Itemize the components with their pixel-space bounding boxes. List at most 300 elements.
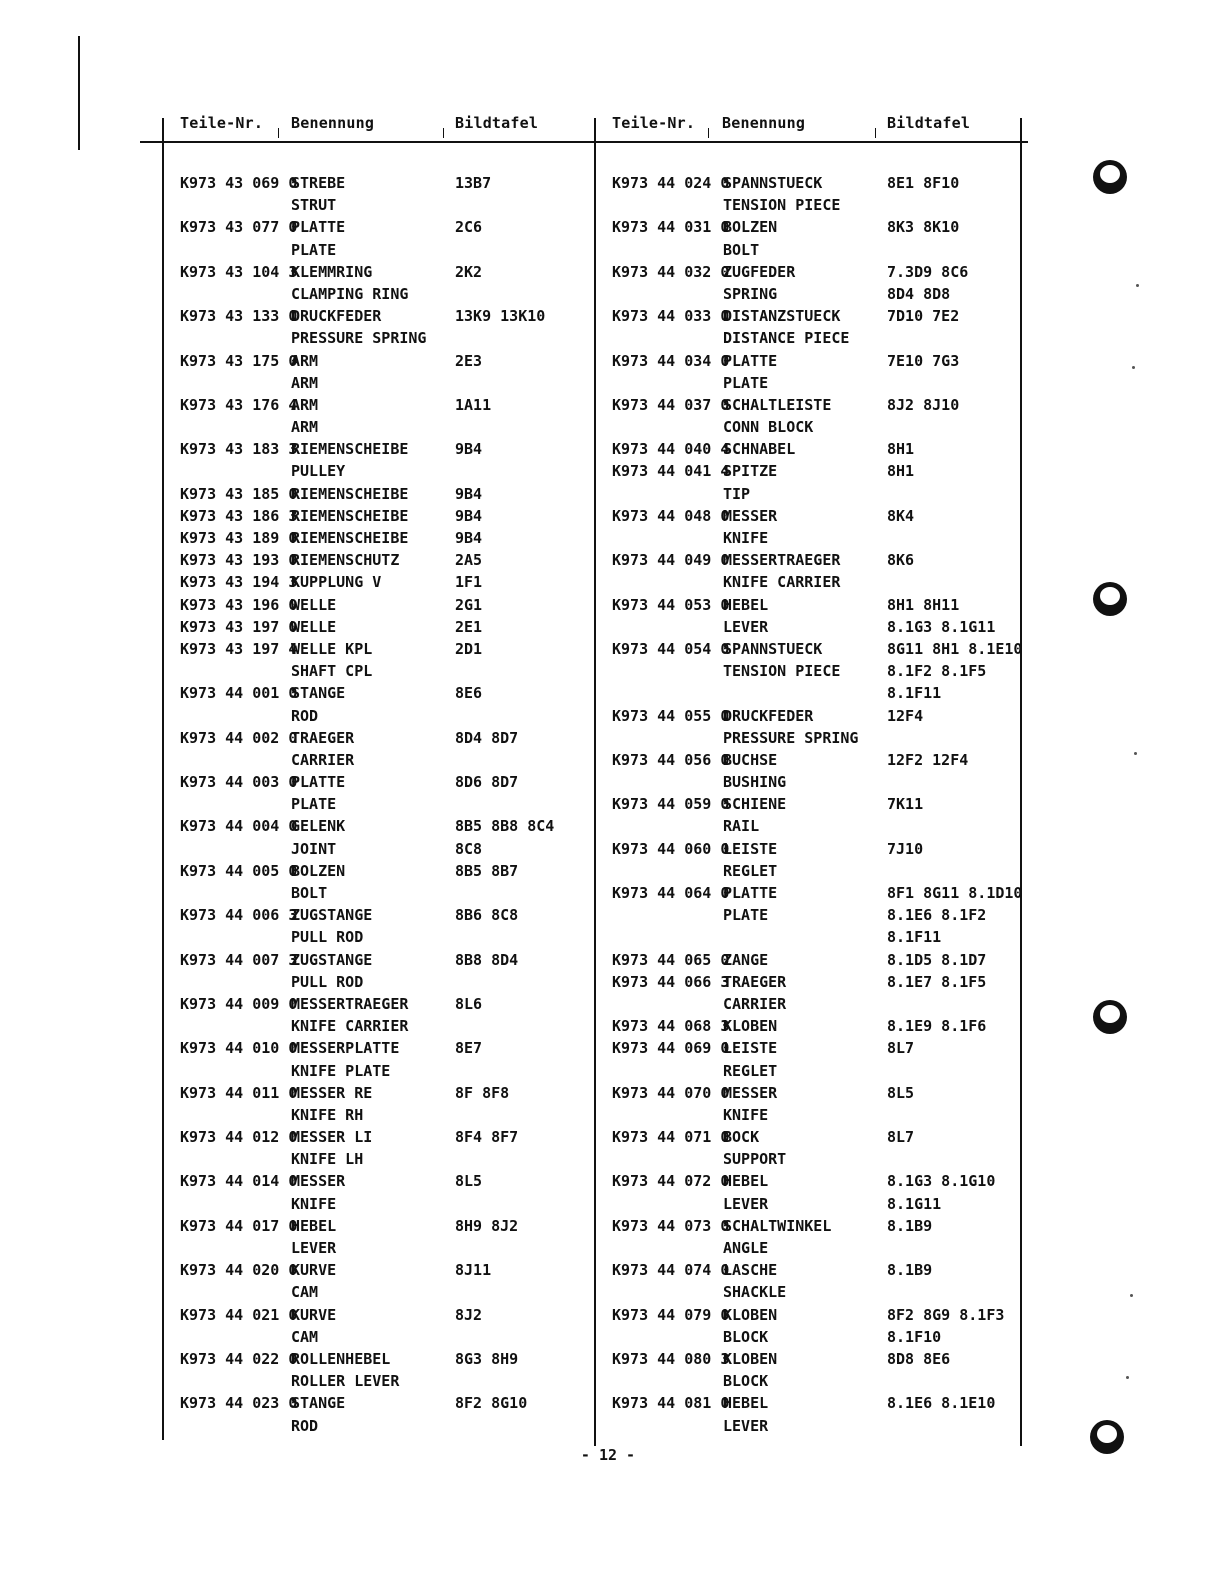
part-number: K973 44 020 0 bbox=[180, 1261, 298, 1280]
part-name: ROLLENHEBEL bbox=[291, 1349, 391, 1368]
plate-reference: 8E7 bbox=[455, 1039, 483, 1058]
list-item bbox=[180, 1326, 620, 1348]
list-item bbox=[612, 505, 1052, 527]
part-number: K973 44 007 3 bbox=[180, 950, 298, 969]
list-item bbox=[180, 1193, 620, 1215]
list-item bbox=[180, 1126, 620, 1148]
list-item bbox=[612, 216, 1052, 238]
list-item bbox=[612, 571, 1052, 593]
part-name: KNIFE PLATE bbox=[291, 1061, 391, 1080]
part-name: STREBE bbox=[291, 174, 346, 192]
list-item bbox=[180, 1060, 620, 1082]
list-item bbox=[612, 682, 1052, 704]
list-item bbox=[612, 1126, 1052, 1148]
list-item bbox=[180, 527, 620, 549]
plate-reference: 2C6 bbox=[455, 218, 483, 237]
part-name: MESSER bbox=[723, 1083, 778, 1102]
list-item bbox=[180, 1392, 620, 1414]
part-name: HEBEL bbox=[723, 1394, 769, 1413]
part-number: K973 44 011 0 bbox=[180, 1083, 298, 1102]
scan-speck bbox=[1132, 366, 1135, 369]
plate-reference: 2G1 bbox=[455, 595, 483, 614]
list-item bbox=[612, 1415, 1052, 1437]
part-name: BOLZEN bbox=[723, 218, 778, 237]
list-item bbox=[612, 438, 1052, 460]
part-number: K973 44 049 0 bbox=[612, 551, 730, 570]
part-name: SHAFT CPL bbox=[291, 662, 373, 681]
list-item bbox=[180, 327, 620, 349]
plate-reference: 2E3 bbox=[455, 351, 483, 370]
part-number: K973 44 032 0 bbox=[612, 262, 730, 281]
list-item bbox=[612, 1104, 1052, 1126]
part-number: K973 44 001 0 bbox=[180, 684, 298, 703]
plate-reference: 8E6 bbox=[455, 684, 483, 703]
part-name: STANGE bbox=[291, 1394, 346, 1413]
list-item bbox=[612, 904, 1052, 926]
part-name: PLATTE bbox=[291, 773, 346, 792]
plate-reference: 8.1G3 8.1G10 bbox=[887, 1172, 996, 1191]
part-number: K973 44 012 0 bbox=[180, 1128, 298, 1147]
list-item bbox=[180, 571, 620, 593]
part-name: CLAMPING RING bbox=[291, 284, 409, 303]
header-tick bbox=[278, 128, 279, 138]
list-item bbox=[180, 815, 620, 837]
part-name: JOINT bbox=[291, 839, 337, 858]
list-item bbox=[180, 682, 620, 704]
part-number: K973 43 077 0 bbox=[180, 218, 298, 237]
list-item bbox=[612, 305, 1052, 327]
plate-reference: 8F2 8G9 8.1F3 bbox=[887, 1305, 1005, 1324]
part-name: PRESSURE SPRING bbox=[723, 728, 859, 747]
part-name: PLATTE bbox=[291, 218, 346, 237]
plate-reference: 8C8 bbox=[455, 839, 483, 858]
list-item bbox=[612, 239, 1052, 261]
part-name: MESSERTRAEGER bbox=[291, 994, 409, 1013]
list-item bbox=[612, 1215, 1052, 1237]
plate-reference: 8B5 8B8 8C4 bbox=[455, 817, 555, 836]
header-plate: Bildtafel bbox=[887, 114, 971, 132]
list-item bbox=[612, 727, 1052, 749]
list-item bbox=[612, 949, 1052, 971]
plate-reference: 8.1B9 bbox=[887, 1261, 933, 1280]
plate-reference: 8F2 8G10 bbox=[455, 1394, 528, 1413]
list-item bbox=[612, 660, 1052, 682]
plate-reference: 8D4 8D8 bbox=[887, 284, 951, 303]
list-item bbox=[612, 971, 1052, 993]
list-item bbox=[180, 460, 620, 482]
page-number: - 12 - bbox=[580, 1446, 636, 1464]
part-number: K973 44 010 0 bbox=[180, 1039, 298, 1058]
part-name: KNIFE bbox=[723, 1105, 769, 1124]
list-item bbox=[612, 1259, 1052, 1281]
part-name: TRAEGER bbox=[723, 972, 787, 991]
plate-reference: 8H1 bbox=[887, 440, 915, 459]
part-number: K973 44 024 0 bbox=[612, 174, 730, 192]
part-name: ARM bbox=[291, 351, 319, 370]
plate-reference: 8G11 8H1 8.1E10 bbox=[887, 639, 1023, 658]
plate-reference: 1F1 bbox=[455, 573, 483, 592]
part-name: DISTANCE PIECE bbox=[723, 329, 850, 348]
list-item bbox=[612, 1082, 1052, 1104]
plate-reference: 2E1 bbox=[455, 617, 483, 636]
plate-reference: 8.1F11 bbox=[887, 928, 942, 947]
part-number: K973 43 185 0 bbox=[180, 484, 298, 503]
part-name: PULL ROD bbox=[291, 972, 364, 991]
punch-hole bbox=[1093, 1000, 1127, 1034]
plate-reference: 9B4 bbox=[455, 529, 483, 547]
list-item bbox=[612, 1060, 1052, 1082]
header-name: Benennung bbox=[291, 114, 375, 132]
part-number: K973 43 069 0 bbox=[180, 174, 298, 192]
plate-reference: 8B8 8D4 bbox=[455, 950, 519, 969]
list-item bbox=[180, 1415, 620, 1437]
part-number: K973 44 041 4 bbox=[612, 462, 730, 481]
part-name: PLATE bbox=[291, 795, 337, 814]
list-item bbox=[180, 283, 620, 305]
list-item bbox=[612, 1348, 1052, 1370]
part-name: BLOCK bbox=[723, 1327, 769, 1346]
list-item bbox=[180, 971, 620, 993]
part-name: KNIFE CARRIER bbox=[723, 573, 841, 592]
part-name: HEBEL bbox=[723, 1172, 769, 1191]
list-item bbox=[180, 1281, 620, 1303]
part-name: DRUCKFEDER bbox=[291, 307, 382, 326]
plate-reference: 8H9 8J2 bbox=[455, 1216, 519, 1235]
scan-speck bbox=[1126, 1376, 1129, 1379]
list-item bbox=[180, 438, 620, 460]
part-name: LEVER bbox=[723, 1194, 769, 1213]
plate-reference: 8.1G11 bbox=[887, 1194, 942, 1213]
part-name: WELLE KPL bbox=[291, 639, 373, 658]
part-name: LEISTE bbox=[723, 1039, 778, 1058]
plate-reference: 8B6 8C8 bbox=[455, 906, 519, 925]
plate-reference: 8L6 bbox=[455, 994, 483, 1013]
list-item bbox=[180, 926, 620, 948]
list-item bbox=[612, 394, 1052, 416]
part-number: K973 44 059 0 bbox=[612, 795, 730, 814]
list-item bbox=[180, 860, 620, 882]
part-name: RIEMENSCHEIBE bbox=[291, 440, 409, 459]
plate-reference: 8.1F11 bbox=[887, 684, 942, 703]
part-number: K973 44 065 0 bbox=[612, 950, 730, 969]
list-item bbox=[612, 860, 1052, 882]
plate-reference: 8K3 8K10 bbox=[887, 218, 960, 237]
list-item bbox=[612, 261, 1052, 283]
part-name: ZUGSTANGE bbox=[291, 906, 373, 925]
part-name: ZUGSTANGE bbox=[291, 950, 373, 969]
part-number: K973 44 060 0 bbox=[612, 839, 730, 858]
parts-list-right bbox=[612, 172, 1052, 1437]
part-number: K973 43 193 0 bbox=[180, 551, 298, 570]
part-name: STANGE bbox=[291, 684, 346, 703]
part-number: K973 43 133 0 bbox=[180, 307, 298, 326]
part-number: K973 44 037 0 bbox=[612, 395, 730, 414]
list-item bbox=[180, 993, 620, 1015]
part-name: RIEMENSCHUTZ bbox=[291, 551, 400, 570]
part-name: KLEMMRING bbox=[291, 262, 373, 281]
part-number: K973 43 194 3 bbox=[180, 573, 298, 592]
plate-reference: 8J2 8J10 bbox=[887, 395, 960, 414]
list-item bbox=[612, 1392, 1052, 1414]
list-item bbox=[612, 993, 1052, 1015]
plate-reference: 8.1E7 8.1F5 bbox=[887, 972, 987, 991]
part-name: ARM bbox=[291, 373, 319, 392]
plate-reference: 8H1 8H11 bbox=[887, 595, 960, 614]
part-number: K973 44 021 0 bbox=[180, 1305, 298, 1324]
part-name: SCHALTLEISTE bbox=[723, 395, 832, 414]
part-name: HEBEL bbox=[723, 595, 769, 614]
part-number: K973 44 071 0 bbox=[612, 1128, 730, 1147]
list-item bbox=[180, 549, 620, 571]
list-item bbox=[180, 1148, 620, 1170]
list-item bbox=[612, 1326, 1052, 1348]
part-number: K973 44 006 3 bbox=[180, 906, 298, 925]
list-item bbox=[180, 638, 620, 660]
part-number: K973 44 066 3 bbox=[612, 972, 730, 991]
list-item bbox=[180, 194, 620, 216]
header-part-no: Teile-Nr. bbox=[612, 114, 696, 132]
list-item bbox=[612, 616, 1052, 638]
scan-speck bbox=[1134, 752, 1137, 755]
list-item bbox=[180, 350, 620, 372]
list-item bbox=[612, 1370, 1052, 1392]
part-name: CAM bbox=[291, 1283, 319, 1302]
list-item bbox=[612, 283, 1052, 305]
part-name: WELLE bbox=[291, 617, 337, 636]
part-number: K973 44 056 0 bbox=[612, 750, 730, 769]
part-name: CONN BLOCK bbox=[723, 418, 814, 437]
part-number: K973 44 053 0 bbox=[612, 595, 730, 614]
part-name: BOLT bbox=[291, 884, 328, 902]
punch-hole bbox=[1090, 1420, 1124, 1454]
plate-reference: 9B4 bbox=[455, 506, 483, 525]
list-item bbox=[612, 705, 1052, 727]
list-item bbox=[612, 194, 1052, 216]
part-number: K973 44 055 0 bbox=[612, 706, 730, 725]
part-name: TENSION PIECE bbox=[723, 662, 841, 681]
list-item bbox=[612, 1281, 1052, 1303]
header-tick bbox=[875, 128, 876, 138]
plate-reference: 8B5 8B7 bbox=[455, 861, 519, 880]
list-item bbox=[180, 1037, 620, 1059]
list-item bbox=[180, 305, 620, 327]
part-number: K973 44 005 0 bbox=[180, 861, 298, 880]
part-number: K973 43 175 0 bbox=[180, 351, 298, 370]
part-name: REGLET bbox=[723, 1061, 778, 1080]
part-name: ROD bbox=[291, 706, 319, 725]
part-name: TIP bbox=[723, 484, 751, 503]
part-number: K973 44 072 0 bbox=[612, 1172, 730, 1191]
list-item bbox=[612, 815, 1052, 837]
part-number: K973 44 009 0 bbox=[180, 994, 298, 1013]
plate-reference: 8D4 8D7 bbox=[455, 728, 519, 747]
list-item bbox=[612, 460, 1052, 482]
plate-reference: 8D6 8D7 bbox=[455, 773, 519, 792]
part-name: ROD bbox=[291, 1416, 319, 1435]
part-name: TRAEGER bbox=[291, 728, 355, 747]
punch-hole bbox=[1093, 160, 1127, 194]
list-item bbox=[180, 416, 620, 438]
part-number: K973 44 017 0 bbox=[180, 1216, 298, 1235]
part-name: DISTANZSTUECK bbox=[723, 307, 841, 326]
list-item bbox=[612, 549, 1052, 571]
part-name: KNIFE CARRIER bbox=[291, 1017, 409, 1036]
part-name: RIEMENSCHEIBE bbox=[291, 529, 409, 547]
part-name: BUSHING bbox=[723, 773, 787, 792]
list-item bbox=[180, 771, 620, 793]
part-name: LEVER bbox=[291, 1239, 337, 1257]
part-number: K973 44 080 3 bbox=[612, 1349, 730, 1368]
part-name: KURVE bbox=[291, 1305, 337, 1324]
list-item bbox=[612, 1037, 1052, 1059]
part-number: K973 44 048 0 bbox=[612, 506, 730, 525]
part-name: PLATTE bbox=[723, 351, 778, 370]
part-name: ROLLER LEVER bbox=[291, 1372, 400, 1391]
part-name: CAM bbox=[291, 1327, 319, 1346]
plate-reference: 7.3D9 8C6 bbox=[887, 262, 969, 281]
plate-reference: 8.1G3 8.1G11 bbox=[887, 617, 996, 636]
list-item bbox=[180, 793, 620, 815]
plate-reference: 8L5 bbox=[887, 1083, 915, 1102]
part-number: K973 44 064 0 bbox=[612, 884, 730, 902]
part-name: ARM bbox=[291, 395, 319, 414]
plate-reference: 8F 8F8 bbox=[455, 1083, 510, 1102]
plate-reference: 12F2 12F4 bbox=[887, 750, 969, 769]
part-name: PULLEY bbox=[291, 462, 346, 481]
part-name: SUPPORT bbox=[723, 1150, 787, 1169]
part-name: MESSER LI bbox=[291, 1128, 373, 1147]
list-item bbox=[612, 1193, 1052, 1215]
list-item bbox=[612, 527, 1052, 549]
part-number: K973 43 183 3 bbox=[180, 440, 298, 459]
part-name: LASCHE bbox=[723, 1261, 778, 1280]
part-name: SCHIENE bbox=[723, 795, 787, 814]
part-name: STRUT bbox=[291, 196, 337, 215]
list-item bbox=[180, 882, 620, 904]
part-number: K973 44 014 0 bbox=[180, 1172, 298, 1191]
part-number: K973 44 074 0 bbox=[612, 1261, 730, 1280]
plate-reference: 7J10 bbox=[887, 839, 924, 858]
part-number: K973 44 033 0 bbox=[612, 307, 730, 326]
list-item bbox=[180, 372, 620, 394]
list-item bbox=[180, 1348, 620, 1370]
list-item bbox=[180, 949, 620, 971]
plate-reference: 9B4 bbox=[455, 440, 483, 459]
plate-reference: 12F4 bbox=[887, 706, 924, 725]
list-item bbox=[612, 838, 1052, 860]
part-number: K973 44 073 0 bbox=[612, 1216, 730, 1235]
list-item bbox=[180, 616, 620, 638]
part-name: KNIFE bbox=[291, 1194, 337, 1213]
part-number: K973 44 034 0 bbox=[612, 351, 730, 370]
part-name: ARM bbox=[291, 418, 319, 437]
list-item bbox=[612, 372, 1052, 394]
list-item bbox=[612, 793, 1052, 815]
part-number: K973 43 186 3 bbox=[180, 506, 298, 525]
plate-reference: 8L5 bbox=[455, 1172, 483, 1191]
scan-speck bbox=[1130, 1294, 1133, 1297]
plate-reference: 8J2 bbox=[455, 1305, 483, 1324]
list-item bbox=[612, 882, 1052, 904]
plate-reference: 8L7 bbox=[887, 1128, 915, 1147]
list-item bbox=[180, 394, 620, 416]
plate-reference: 8.1E9 8.1F6 bbox=[887, 1017, 987, 1036]
list-item bbox=[180, 239, 620, 261]
plate-reference: 8.1E6 8.1E10 bbox=[887, 1394, 996, 1413]
plate-reference: 7D10 7E2 bbox=[887, 307, 960, 326]
part-name: BOCK bbox=[723, 1128, 760, 1147]
part-name: TENSION PIECE bbox=[723, 196, 841, 215]
part-name: REGLET bbox=[723, 861, 778, 880]
plate-reference: 8.1F2 8.1F5 bbox=[887, 662, 987, 681]
part-name: SPITZE bbox=[723, 462, 778, 481]
part-name: DRUCKFEDER bbox=[723, 706, 814, 725]
header-tick bbox=[708, 128, 709, 138]
list-item bbox=[612, 350, 1052, 372]
part-name: KNIFE LH bbox=[291, 1150, 364, 1169]
part-name: SPANNSTUECK bbox=[723, 639, 823, 658]
part-name: RIEMENSCHEIBE bbox=[291, 484, 409, 503]
part-name: ZUGFEDER bbox=[723, 262, 796, 281]
part-number: K973 44 023 0 bbox=[180, 1394, 298, 1413]
part-number: K973 43 176 4 bbox=[180, 395, 298, 414]
part-number: K973 43 104 3 bbox=[180, 262, 298, 281]
part-name: SCHALTWINKEL bbox=[723, 1216, 832, 1235]
plate-reference: 8D8 8E6 bbox=[887, 1349, 951, 1368]
list-item bbox=[180, 172, 620, 194]
list-item bbox=[180, 1304, 620, 1326]
plate-reference: 9B4 bbox=[455, 484, 483, 503]
plate-reference: 8.1D5 8.1D7 bbox=[887, 950, 987, 969]
part-number: K973 43 196 0 bbox=[180, 595, 298, 614]
list-item bbox=[180, 1170, 620, 1192]
header-tick bbox=[443, 128, 444, 138]
list-item bbox=[180, 904, 620, 926]
plate-reference: 7K11 bbox=[887, 795, 924, 814]
header-rule bbox=[140, 141, 1028, 143]
part-name: BLOCK bbox=[723, 1372, 769, 1391]
part-name: MESSER RE bbox=[291, 1083, 373, 1102]
punch-hole bbox=[1093, 582, 1127, 616]
part-name: WELLE bbox=[291, 595, 337, 614]
part-number: K973 44 068 3 bbox=[612, 1017, 730, 1036]
plate-reference: 1A11 bbox=[455, 395, 492, 414]
part-number: K973 44 002 0 bbox=[180, 728, 298, 747]
plate-reference: 2A5 bbox=[455, 551, 483, 570]
part-name: ZANGE bbox=[723, 950, 769, 969]
parts-list-left bbox=[180, 172, 620, 1437]
list-item bbox=[180, 594, 620, 616]
plate-reference: 8F4 8F7 bbox=[455, 1128, 519, 1147]
part-number: K973 44 079 0 bbox=[612, 1305, 730, 1324]
part-name: PLATE bbox=[723, 906, 769, 925]
part-name: BOLZEN bbox=[291, 861, 346, 880]
part-number: K973 43 197 0 bbox=[180, 617, 298, 636]
list-item bbox=[180, 660, 620, 682]
plate-reference: 8F1 8G11 8.1D10 bbox=[887, 884, 1023, 902]
part-name: KLOBEN bbox=[723, 1017, 778, 1036]
part-name: LEISTE bbox=[723, 839, 778, 858]
part-name: MESSER bbox=[723, 506, 778, 525]
part-name: HEBEL bbox=[291, 1216, 337, 1235]
part-number: K973 43 197 4 bbox=[180, 639, 298, 658]
list-item bbox=[180, 1237, 620, 1259]
plate-reference: 8.1E6 8.1F2 bbox=[887, 906, 987, 925]
plate-reference: 8G3 8H9 bbox=[455, 1349, 519, 1368]
plate-reference: 8E1 8F10 bbox=[887, 174, 960, 192]
part-number: K973 44 031 0 bbox=[612, 218, 730, 237]
list-item bbox=[180, 483, 620, 505]
